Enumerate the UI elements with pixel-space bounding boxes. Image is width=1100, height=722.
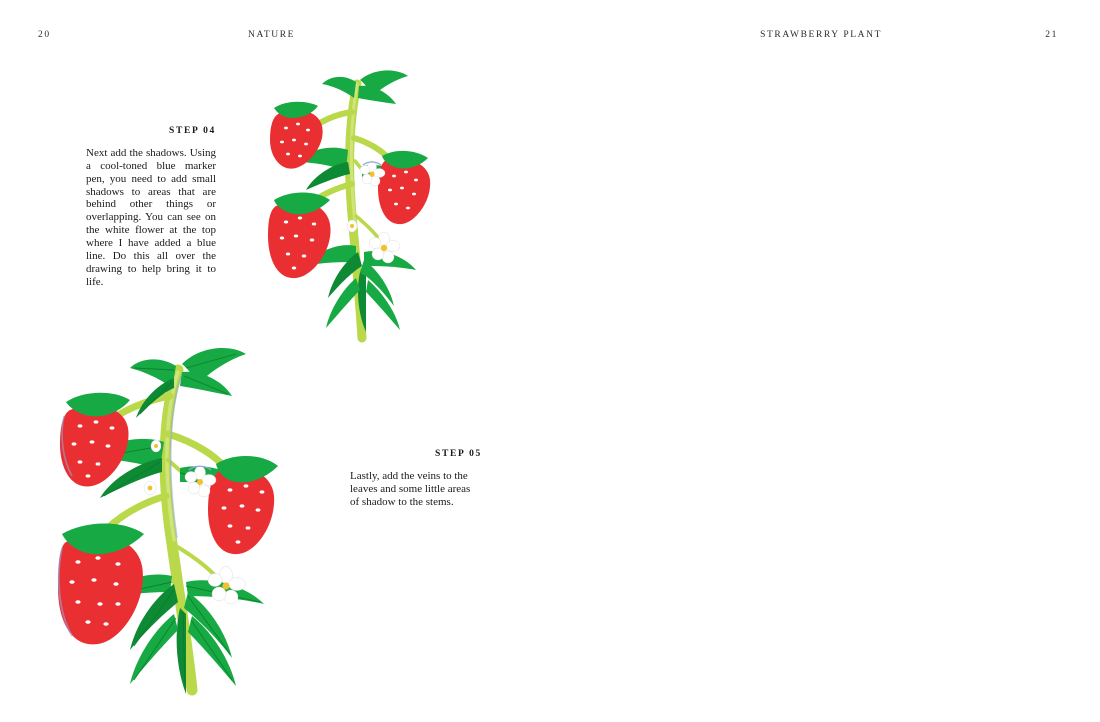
- folio-right: 21: [1045, 30, 1058, 40]
- step-04-label: STEP 04: [168, 126, 216, 136]
- running-head-left: NATURE: [248, 30, 296, 40]
- strawberry-plant-illustration-step-05: [40, 330, 330, 700]
- step-04-text-block: [86, 126, 216, 288]
- step-05-body: Lastly, add the veins to the leaves and some little areas of shadow to the stems.: [350, 470, 471, 508]
- strawberry-plant-illustration-step-04: [256, 66, 476, 351]
- step-04-body: Next add the shadows. Using a cool-toned blue marker pen, you need to add small shadows to areas that are behind other things or overlapping. You can see on the white flower at the top where I have added a blue line. Do this all over the drawing to help bring it to life.: [86, 147, 216, 288]
- step-05-label: STEP 05: [434, 449, 482, 459]
- running-head-right: STRAWBERRY PLANT: [760, 30, 882, 40]
- step-05-text-block: [350, 449, 482, 509]
- folio-left: 20: [38, 30, 51, 40]
